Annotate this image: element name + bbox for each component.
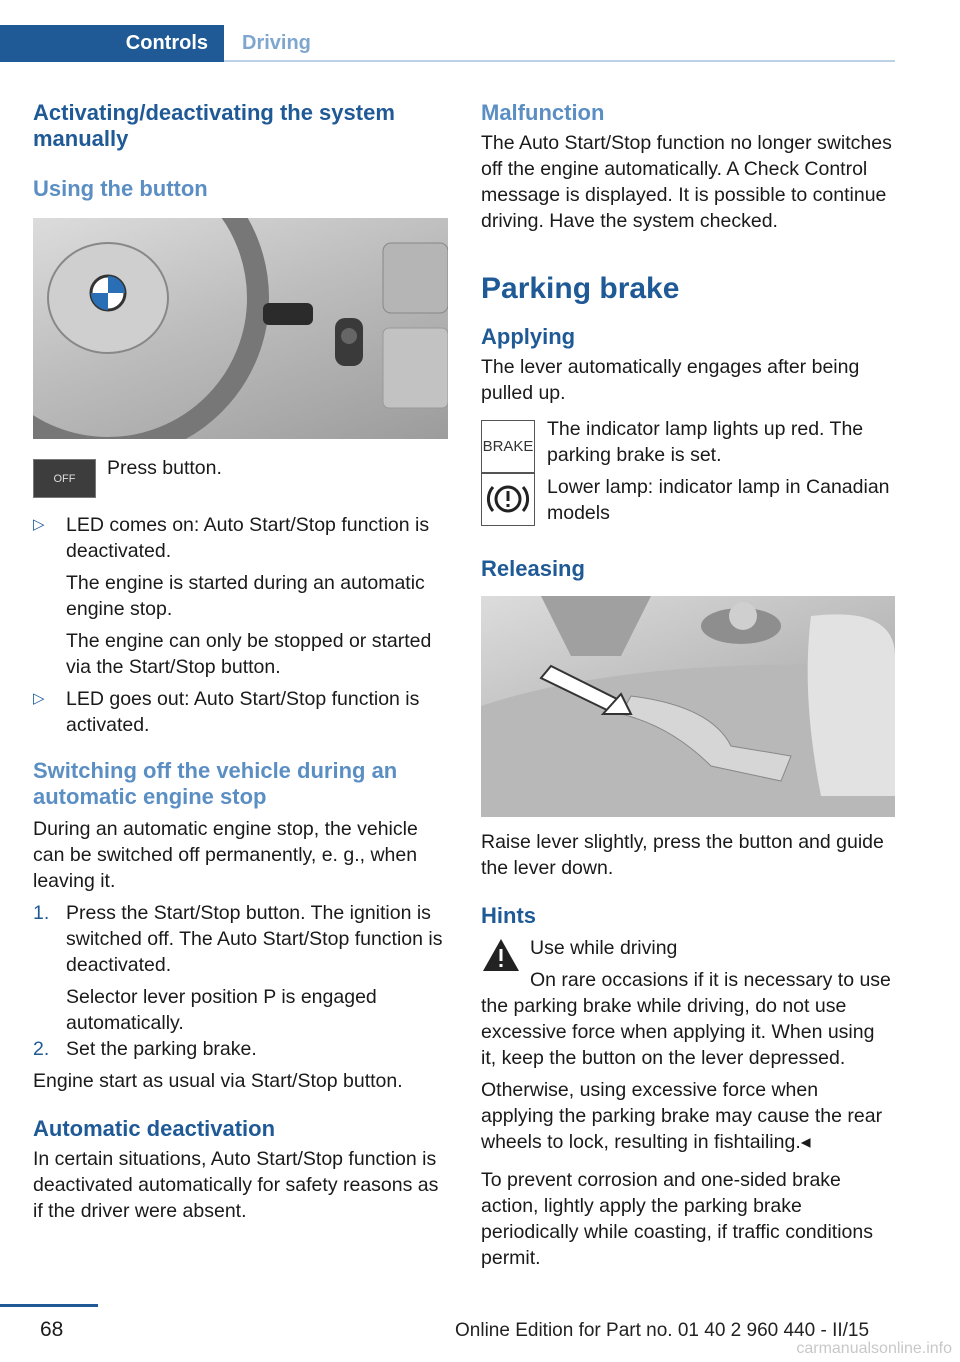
tab-controls[interactable]: Controls <box>0 25 224 62</box>
footer-divider <box>0 1304 98 1307</box>
tab-driving[interactable]: Driving <box>242 32 311 54</box>
canadian-brake-indicator-icon <box>481 472 535 526</box>
parking-brake-illustration <box>481 596 895 817</box>
steering-wheel-illustration <box>33 218 448 439</box>
warning-triangle-icon <box>481 937 521 973</box>
paragraph-automatic-deactivation: In certain situations, Auto Start/Stop function is deactivated automatically for safety reasons as if the driver were absent. <box>33 1148 439 1222</box>
steering-wheel-photo <box>33 218 448 439</box>
list-item <box>33 1036 449 1062</box>
heading-automatic-deactivation: Automatic deactivation <box>33 1116 276 1141</box>
triangle-bullet-icon: ▷ <box>33 690 45 707</box>
parking-brake-lever-photo <box>481 596 895 817</box>
paragraph-applying: The lever automatically engages after being pulled up. <box>481 356 860 404</box>
heading-parking-brake: Parking brake <box>481 272 680 305</box>
steps-list <box>33 900 449 1062</box>
list-item <box>33 512 449 680</box>
triangle-bullet-icon: ▷ <box>33 516 45 533</box>
list-item <box>33 686 449 738</box>
auto-start-stop-off-icon <box>33 459 96 498</box>
header-bar <box>0 0 895 62</box>
heading-hints: Hints <box>481 903 536 928</box>
button-icon-label: OFF <box>53 472 76 485</box>
warning-title: Use while driving <box>530 937 678 959</box>
paragraph-malfunction: The Auto Start/Stop function no longer switches off the engine automatically. A Check Control message is displayed. It is possible to continue driving. Have the system checked. <box>481 132 892 232</box>
heading-malfunction: Malfunction <box>481 100 605 125</box>
step-number: 1. <box>33 902 50 924</box>
step-text: Press the Start/Stop button. The ignition is switched off. The Auto Start/Stop function is deactivated. <box>66 902 443 976</box>
bullet-text: LED comes on: Auto Start/Stop function is deactivated. <box>66 514 430 562</box>
heading-using-button: Using the button <box>33 176 208 201</box>
warning-text: On rare occasions if it is necessary to use the parking brake while driving, do not use excessive force when applying it. When using it, keep the button on the lever depressed. <box>481 969 891 1069</box>
paragraph-indicator: The indicator lamp lights up red. The parking brake is set. <box>547 418 864 466</box>
paragraph-lower-lamp: Lower lamp: indicator lamp in Canadian models <box>547 476 890 524</box>
brake-indicator-icon <box>481 420 535 474</box>
brake-icon-label: BRAKE <box>482 438 534 455</box>
led-bullet-list <box>33 512 449 738</box>
bullet-text: The engine is started during an automatic engine stop. <box>66 572 425 620</box>
heading-activating: Activating/deactivating the system manually <box>33 100 395 151</box>
paragraph-prevent-corrosion: To prevent corrosion and one-sided brake action, lightly apply the parking brake periodically while coasting, if traffic conditions permit. <box>481 1169 873 1269</box>
step-text: Selector lever position P is engaged automatically. <box>66 986 377 1034</box>
watermark: carmanualsonline.info <box>796 1340 952 1357</box>
list-item <box>33 900 449 1036</box>
press-button-text: Press button. <box>107 457 222 479</box>
press-button-row <box>33 459 449 498</box>
heading-releasing: Releasing <box>481 556 585 581</box>
bullet-text: LED goes out: Auto Start/Stop function is activated. <box>66 688 420 736</box>
warning-block <box>481 935 895 1071</box>
bullet-text: The engine can only be stopped or started via the Start/Stop button. <box>66 630 432 678</box>
edition-text: Online Edition for Part no. 01 40 2 960 440 - II/15 <box>455 1320 870 1341</box>
left-column <box>33 100 449 1224</box>
header-divider <box>224 60 895 62</box>
heading-applying: Applying <box>481 324 576 349</box>
right-column <box>481 100 895 1271</box>
paragraph-releasing: Raise lever slightly, press the button and guide the lever down. <box>481 831 884 879</box>
page-number: 68 <box>40 1318 64 1341</box>
paragraph-switch-off: During an automatic engine stop, the vehicle can be switched off permanently, e. g., when leaving it. <box>33 818 418 892</box>
paragraph-engine-start: Engine start as usual via Start/Stop button. <box>33 1070 403 1092</box>
paragraph-otherwise: Otherwise, using excessive force when applying the parking brake may cause the rear wheels to lock, resulting in fishtailing.◂ <box>481 1079 883 1153</box>
heading-switching-off: Switching off the vehicle during an automatic engine stop <box>33 758 398 809</box>
circle-exclamation-icon <box>486 482 530 516</box>
step-number: 2. <box>33 1038 50 1060</box>
step-text: Set the parking brake. <box>66 1038 257 1060</box>
